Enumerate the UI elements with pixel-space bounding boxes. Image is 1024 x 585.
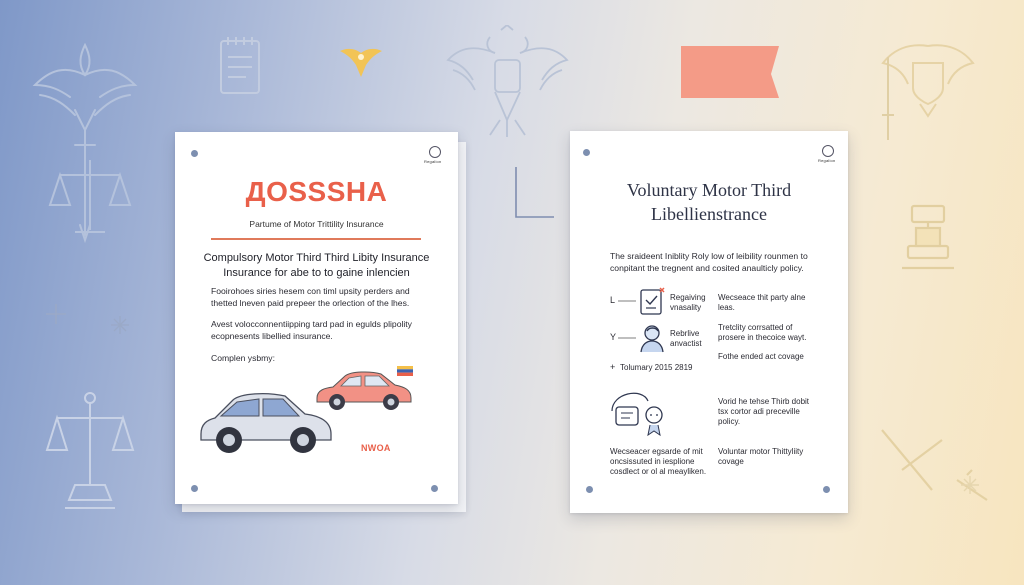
paragraph-line: thetted lneven paid prepeer the orlection of the lhes. (211, 298, 410, 308)
magic-wand-icon (872, 420, 992, 510)
connector-line (618, 336, 638, 340)
scales-icon (45, 390, 135, 520)
double-headed-eagle-icon (445, 25, 570, 140)
brand-mark: NWOA (361, 443, 391, 453)
footer-left-line: oncsissuted in iesplione (610, 457, 695, 466)
sparkle-icon (110, 315, 130, 335)
divider (211, 238, 421, 240)
row-marker: + (610, 362, 616, 372)
doc-heading-line1: Compulsory Motor Third Third Libity Insurance (203, 252, 430, 264)
scales-icon (45, 150, 135, 240)
doc-heading-line2: Insurance for abe to to gaine inlencien (223, 267, 410, 279)
checklist-icon (638, 286, 668, 318)
seal-label: Regalion (818, 158, 836, 163)
footer-left-line: cosdlect or ol al meayliken. (610, 467, 707, 476)
pin-bottom-left (191, 485, 198, 492)
doc-title-line1: Voluntary Motor Third (626, 180, 792, 200)
pin-bottom-left (586, 486, 593, 493)
pin-top-left (191, 150, 198, 157)
intro-line: conpitant the tregnent and cosited anaulticly policy. (610, 263, 804, 273)
row-desc: leas. (718, 303, 735, 312)
row-desc: Vorid he tehse Thirb dobit (718, 397, 810, 406)
sword-icon (878, 55, 898, 145)
row-label: anvactist (670, 339, 702, 348)
chat-bubble-icon (608, 383, 670, 439)
paragraph-line: Complen ysbmy: (211, 353, 275, 363)
row-marker: Y (610, 332, 617, 342)
flag-badge-icon (397, 366, 413, 376)
gold-eagle-icon (338, 45, 384, 81)
intro-line: The sraideent Iniblity Roly low of leibility rounmen to (610, 251, 808, 261)
doc-title: ДOSSSHA (245, 176, 388, 207)
pin-bottom-right (823, 486, 830, 493)
footer-right-line: Voluntar motor Thittyliity (718, 447, 804, 456)
paragraph-line: Fooirohoes siries hesem con timl upsity perders and (211, 286, 410, 296)
left-document (175, 132, 458, 504)
row-desc: tsx cortor adi preceville (718, 407, 800, 416)
sparkle-icon (960, 475, 980, 495)
gavel-icon (898, 198, 958, 278)
car-icon (197, 388, 337, 460)
footer-right-line: covage (718, 457, 744, 466)
row-desc: Wecseace thit party alne (718, 293, 806, 302)
row-label: Rebrlive (670, 329, 700, 338)
pin-top-left (583, 149, 590, 156)
row-label: vnasality (670, 303, 702, 312)
doc-subtitle: Partume of Motor Trittility Insurance (249, 219, 384, 229)
row-desc: Fothe ended act covage (718, 352, 804, 361)
row-label: Tolumary 2015 2819 (620, 363, 693, 372)
footer-left-line: Wecseacer egsarde of mit (610, 447, 703, 456)
right-document (570, 131, 848, 513)
notepad-icon (218, 35, 264, 97)
doc-title-line2: Libellienstrance (651, 204, 767, 224)
sparkle-icon (45, 303, 67, 325)
person-icon (638, 323, 666, 353)
flag-icon (675, 40, 785, 104)
paragraph-line: Avest volocconnentiipping tard pad in egulds plipolity (211, 319, 412, 329)
row-desc: Tretclity corrsatted of (718, 323, 793, 332)
seal-label: Regalion (424, 159, 442, 164)
row-marker: L (610, 295, 616, 305)
pin-bottom-right (431, 485, 438, 492)
seal-icon (429, 146, 441, 158)
row-desc: prosere in thecoice wayt. (718, 333, 807, 342)
connector-line (618, 299, 638, 303)
paragraph-line: ecopnesents libellied insurance. (211, 331, 333, 341)
row-label: Regaiving (670, 293, 706, 302)
seal-icon (822, 145, 834, 157)
row-desc: policy. (718, 417, 741, 426)
connector-line (512, 165, 557, 225)
